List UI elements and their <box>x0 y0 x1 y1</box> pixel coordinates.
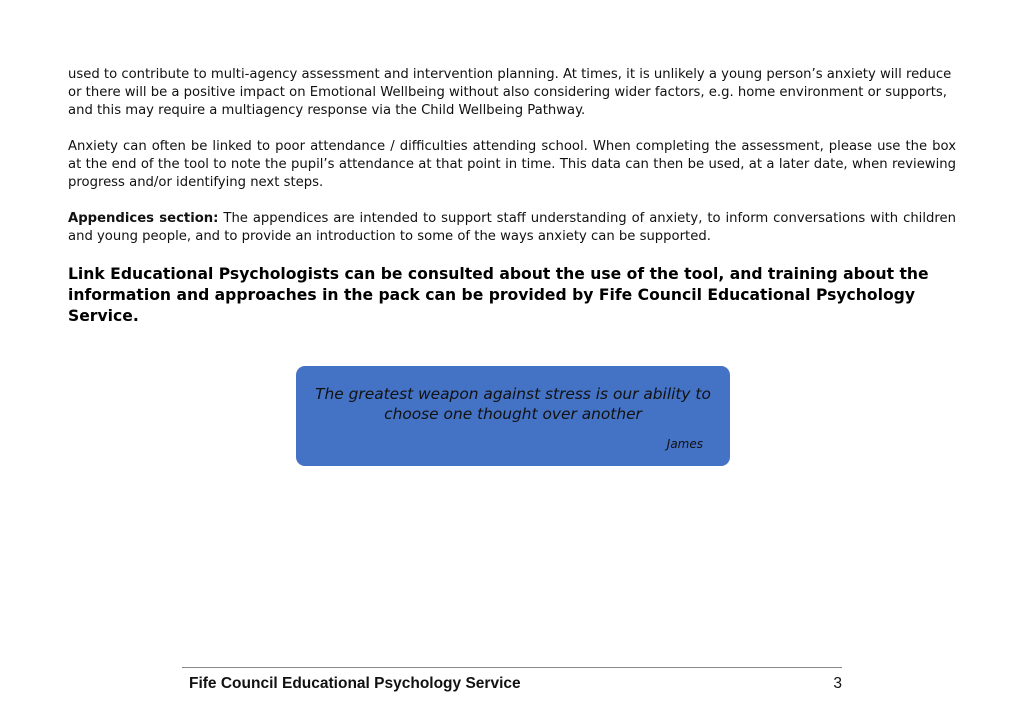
paragraph-gap <box>68 120 956 138</box>
quote-text: The greatest weapon against stress is our ability to choose one thought over another <box>315 385 711 423</box>
appendices-lead: Appendices section: <box>68 211 219 226</box>
footer-divider <box>182 667 842 668</box>
quote-box <box>296 366 730 466</box>
paragraph-multiagency: used to contribute to multi-agency assessment and intervention planning. At times, it is unlikely a young person’s anxiety will reduce or there will be a positive impact on Emotional Wellbeing without also considering wider factors, e.g. home environment or supports, and this may require a multiagency response via the Child Wellbeing Pathway. <box>68 67 952 118</box>
quote-author: James <box>666 437 703 451</box>
link-psychologists-paragraph: Link Educational Psychologists can be consulted about the use of the tool, and training about the information and approaches in the pack can be provided by Fife Council Educational Psychology Service. <box>68 265 929 325</box>
page-number: 3 <box>833 675 842 692</box>
page-body <box>68 66 956 327</box>
paragraph-appendices <box>68 210 956 246</box>
paragraph-attendance: Anxiety can often be linked to poor attendance / difficulties attending school. When completing the assessment, please use the box at the end of the tool to note the pupil’s attendance at that point in time. This data can then be used, at a later date, when reviewing progress and/or identifying next steps. <box>68 139 956 190</box>
paragraph-gap <box>68 192 956 210</box>
footer-title: Fife Council Educational Psychology Service <box>189 675 521 692</box>
paragraph-gap <box>68 246 956 264</box>
appendices-body: The appendices are intended to support staff understanding of anxiety, to inform conversations with children and young people, and to provide an introduction to some of the ways anxiety can be supported. <box>68 211 956 244</box>
